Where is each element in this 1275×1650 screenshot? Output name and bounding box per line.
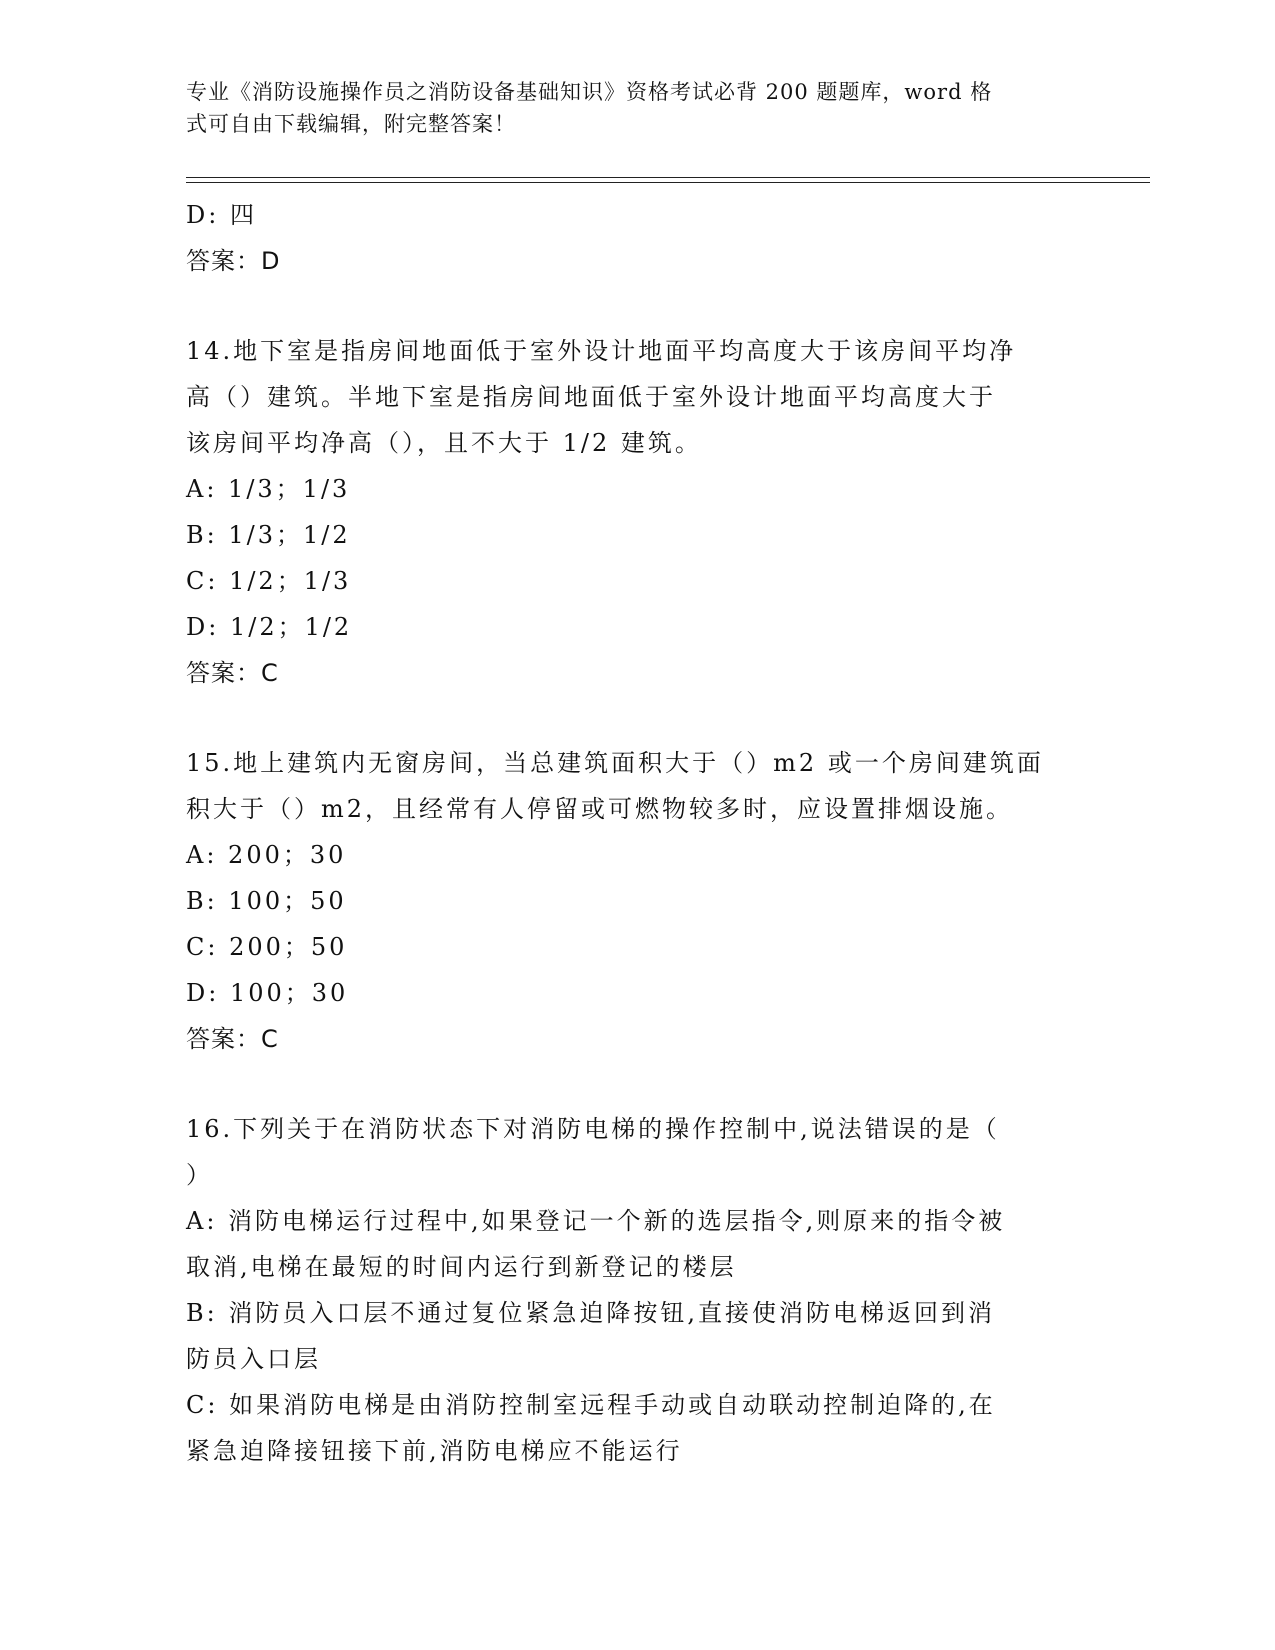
question-stem-line: ）	[186, 1161, 213, 1189]
option-d: D: 1/2；1/2	[186, 613, 353, 641]
option-c: C: 200；50	[186, 933, 348, 961]
question-stem-line: 该房间平均净高（），且不大于 1/2 建筑。	[186, 429, 702, 457]
question-14	[186, 328, 1086, 696]
option-d: D: 四	[186, 201, 257, 229]
document-header	[186, 76, 1066, 140]
option-c: C: 1/2；1/3	[186, 567, 352, 595]
option-c-line-2: 紧急迫降接钮接下前,消防电梯应不能运行	[186, 1437, 683, 1465]
option-b-line-1: B: 消防员入口层不通过复位紧急迫降按钮,直接使消防电梯返回到消	[186, 1299, 995, 1327]
answer-line: 答案：C	[186, 1025, 279, 1053]
question-stem-line: 15.地上建筑内无窗房间，当总建筑面积大于（）m2 或一个房间建筑面	[186, 749, 1044, 777]
spacer	[186, 284, 1086, 328]
question-stem-line: 14.地下室是指房间地面低于室外设计地面平均高度大于该房间平均净	[186, 337, 1017, 365]
question-13-tail	[186, 192, 1086, 284]
answer-line: 答案：D	[186, 247, 281, 275]
option-b: B: 1/3；1/2	[186, 521, 351, 549]
option-b: B: 100；50	[186, 887, 347, 915]
header-line-2: 式可自由下载编辑，附完整答案！	[186, 112, 516, 136]
question-stem-line: 积大于（）m2，且经常有人停留或可燃物较多时，应设置排烟设施。	[186, 795, 1014, 823]
spacer	[186, 1062, 1086, 1106]
option-d: D: 100；30	[186, 979, 349, 1007]
option-a-line-1: A: 消防电梯运行过程中,如果登记一个新的选层指令,则原来的指令被	[186, 1207, 1006, 1235]
option-c-line-1: C: 如果消防电梯是由消防控制室远程手动或自动联动控制迫降的,在	[186, 1391, 996, 1419]
header-divider-thin	[186, 177, 1150, 178]
header-divider-thick	[186, 182, 1150, 183]
spacer	[186, 696, 1086, 740]
option-b-line-2: 防员入口层	[186, 1345, 321, 1373]
question-stem-line: 高（）建筑。半地下室是指房间地面低于室外设计地面平均高度大于	[186, 383, 996, 411]
header-line-1: 专业《消防设施操作员之消防设备基础知识》资格考试必背 200 题题库，word 格	[186, 80, 993, 104]
answer-line: 答案：C	[186, 659, 279, 687]
page-content	[186, 192, 1086, 1474]
question-15	[186, 740, 1086, 1062]
option-a-line-2: 取消,电梯在最短的时间内运行到新登记的楼层	[186, 1253, 737, 1281]
question-16	[186, 1106, 1086, 1474]
option-a: A: 1/3；1/3	[186, 475, 351, 503]
option-a: A: 200；30	[186, 841, 347, 869]
question-stem-line: 16.下列关于在消防状态下对消防电梯的操作控制中,说法错误的是（	[186, 1115, 1000, 1143]
